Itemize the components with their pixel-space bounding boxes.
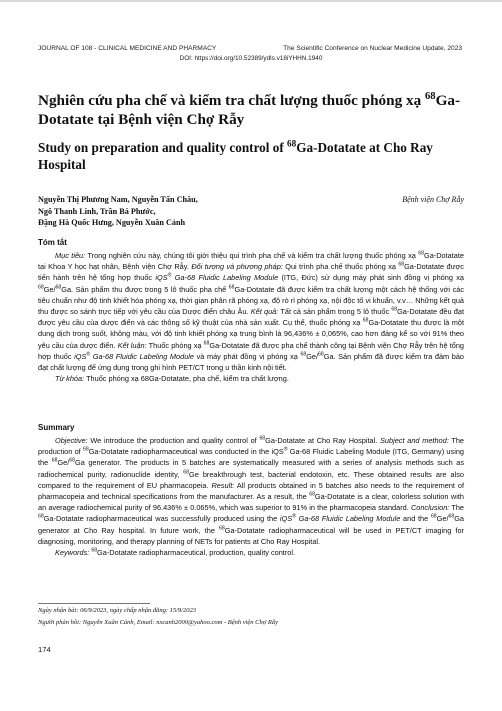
- affiliation: Bệnh viện Chợ Rẫy: [402, 195, 464, 204]
- keywords-vi: Từ khóa: Thuốc phóng xạ 68Ga-Dotatate, pha chế, kiểm tra chất lượng.: [55, 374, 289, 384]
- author-line: Ngô Thanh Linh, Trần Bá Phước,: [38, 206, 156, 216]
- title-vietnamese: Nghiên cứu pha chế và kiểm tra chất lượng thuốc phóng xạ $^{68}$Ga-Dotatate tại Bệnh viện Chợ Rẫy: [38, 90, 461, 128]
- title-english: Study on preparation and quality control of $^{68}$Ga-Dotatate at Cho Ray Hospital: [38, 138, 433, 172]
- conference-name: The Scientific Conference on Nuclear Medicine Update, 2023: [283, 45, 462, 52]
- journal-name: JOURNAL OF 108 - CLINICAL MEDICINE AND PHARMACY: [38, 45, 217, 52]
- abstract-vi-body: Mục tiêu: Trong nghiên cứu này, chúng tôi giới thiệu qui trình pha chế và kiểm tra chất lượng thuốc phóng xạ $^{68}$Ga-Dotatate tại Khoa Y học hạt nhân, Bệnh viện Chợ Rẫy. Đối tượng và phương pháp: Qui trình pha chế thuốc phóng xạ $^{68}$Ga-Dotatate được tiến hành trên hệ tổng hợp thuốc iQS® Ga-68 Fluidic Labeling Module (ITG, Đức) sử dụng máy phát sinh đồng vị phóng xạ $^{68}$Ge/$^{68}$Ga. Sản phẩm thu được trong 5 lô thuốc pha chế $^{68}$Ga-Dotatate đã được kiểm tra chất lượng một cách hệ thống với các tiêu chuẩn như độ tinh khiết hóa phóng xạ, thời gian phân rã phóng xạ, độ rò rỉ phóng xạ, nội độc tố vi khuẩn, v.v… Những kết quả thu được so sánh trực tiếp với yêu cầu của Dược điển châu Âu. Kết quả: Tất cả sản phẩm trong 5 lô thuốc $^{68}$Ga-Dotatate đều đạt được yêu cầu của dược điển và các thông số kỹ thuật của nhà sản xuất. Cụ thể, thuốc phóng xạ $^{68}$Ga-Dotatate thu được là một dung dịch trong suốt, không màu, với độ tinh khiết phóng xạ trung bình là 96,436% ± 0,065%, cao hơn đáng kể so với 91% theo yêu cầu của dược điển. Kết luận: Thuốc phóng xạ $^{68}$Ga-Dotatate đã được pha chế thành công tại Bệnh viện Chợ Rẫy trên hệ tổng hợp thuốc iQS® Ga-68 Fluidic Labeling Module và máy phát đồng vị phóng xạ $^{68}$Ge/$^{68}$Ga. Sản phẩm đã được kiểm tra đảm bảo đạt chất lượng để ứng dụng trong ghi hình PET/CT trong u thần kinh nội tiết.: [38, 250, 465, 373]
- abstract-vi-heading: Tóm tắt: [38, 238, 67, 247]
- running-header: [38, 45, 462, 52]
- footnote-divider: [38, 603, 150, 604]
- abstract-vietnamese: [38, 250, 464, 384]
- abstract-en-body: Objective: We introduce the production and quality control of $^{68}$Ga-Dotatate at Cho Ray Hospital. Subject and method: The production of $^{68}$Ga-Dotatate radiopharmaceutical was conducted in the iQS® Ga-68 Fluidic Labeling Module (ITG, Germany) using the $^{68}$Ge/$^{68}$Ga generator. The products in 5 batches are systematically measured with a series of analysis methods such as radiochemical purity, radionuclide identity, $^{68}$Ge breakthrough test, bacterial endotoxin, etc. These obtained results are also compared to the requirement of EU pharmacopeia. Result: All products obtained in 5 batches also needs to the requirement of pharmacopeia and technical specifications from the manufacturer. As a result, the $^{68}$Ga-Dotatate is a clear, colorless solution with an average radiochemical purity of 96.436% ± 0.065%, which was superior to 91% in the pharmacopeia standard. Conclusion: The $^{68}$Ga-Dotatate radiopharmaceutical was successfully produced using the iQS® Ga-68 Fluidic Labeling Module and the $^{68}$Ge/$^{68}$Ga generator at Cho Ray hospital. In future work, the $^{68}$Ga-Dotatate radiopharmaceutical will be used in PET/CT imaging for diagnosing, monitoring, and therapy planning of NETs for patients at Cho Ray Hospital.: [38, 435, 465, 546]
- abstract-en-heading: Summary: [38, 423, 75, 432]
- top-border: [0, 0, 502, 2]
- received-date: Ngày nhận bài: 06/9/2023, ngày chấp nhận đăng: 15/9/2023: [38, 607, 196, 614]
- corresponding-author: Người phản hồi: Nguyễn Xuân Cảnh, Email: nxcanh2000@yahoo.com - Bệnh viện Chợ Rẫy: [38, 619, 278, 626]
- author-list: [38, 194, 298, 229]
- page-number: 174: [38, 645, 51, 654]
- author-line: Đặng Hà Quốc Hưng, Nguyễn Xuân Cảnh: [38, 218, 186, 227]
- abstract-english: [38, 435, 464, 558]
- doi-link[interactable]: DOI: https://doi.org/10.52389/ydls.v18iYHHN.1940: [179, 55, 323, 62]
- keywords-en: Keywords: $^{68}$Ga-Dotatate radiopharmaceutical, production, quality control.: [55, 547, 296, 558]
- author-line: Nguyễn Thị Phương Nam, Nguyễn Tấn Châu,: [38, 195, 198, 204]
